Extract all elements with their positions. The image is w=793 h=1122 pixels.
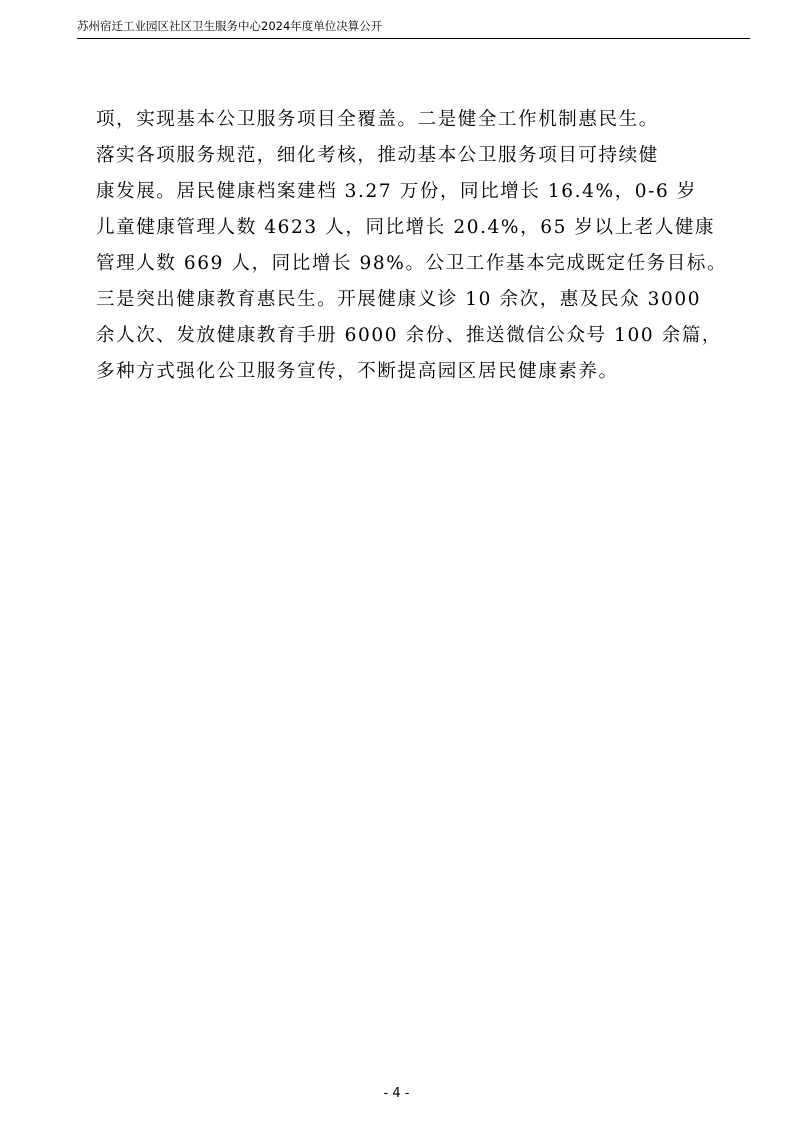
paragraph-line: 落实各项服务规范，细化考核，推动基本公卫服务项目可持续健 [96,145,659,166]
paragraph-line: 儿童健康管理人数 4623 人，同比增长 20.4%，65 岁以上老人健康 [96,217,716,238]
page-header [77,14,750,39]
paragraph-line: 项，实现基本公卫服务项目全覆盖。二是健全工作机制惠民生。 [96,109,659,130]
paragraph-line: 多种方式强化公卫服务宣传，不断提高园区居民健康素养。 [96,361,619,382]
paragraph-line: 管理人数 669 人，同比增长 98%。公卫工作基本完成既定任务目标。 [96,253,728,274]
body-paragraph [96,102,736,390]
paragraph-line: 余人次、发放健康教育手册 6000 余份、推送微信公众号 100 余篇， [96,325,723,346]
paragraph-line: 康发展。居民健康档案建档 3.27 万份，同比增长 16.4%，0-6 岁 [96,181,697,202]
page-number: - 4 - [383,1086,410,1101]
header-title: 苏州宿迁工业园区社区卫生服务中心2024年度单位决算公开 [77,19,383,33]
paragraph-line: 三是突出健康教育惠民生。开展健康义诊 10 余次，惠及民众 3000 [96,289,702,310]
